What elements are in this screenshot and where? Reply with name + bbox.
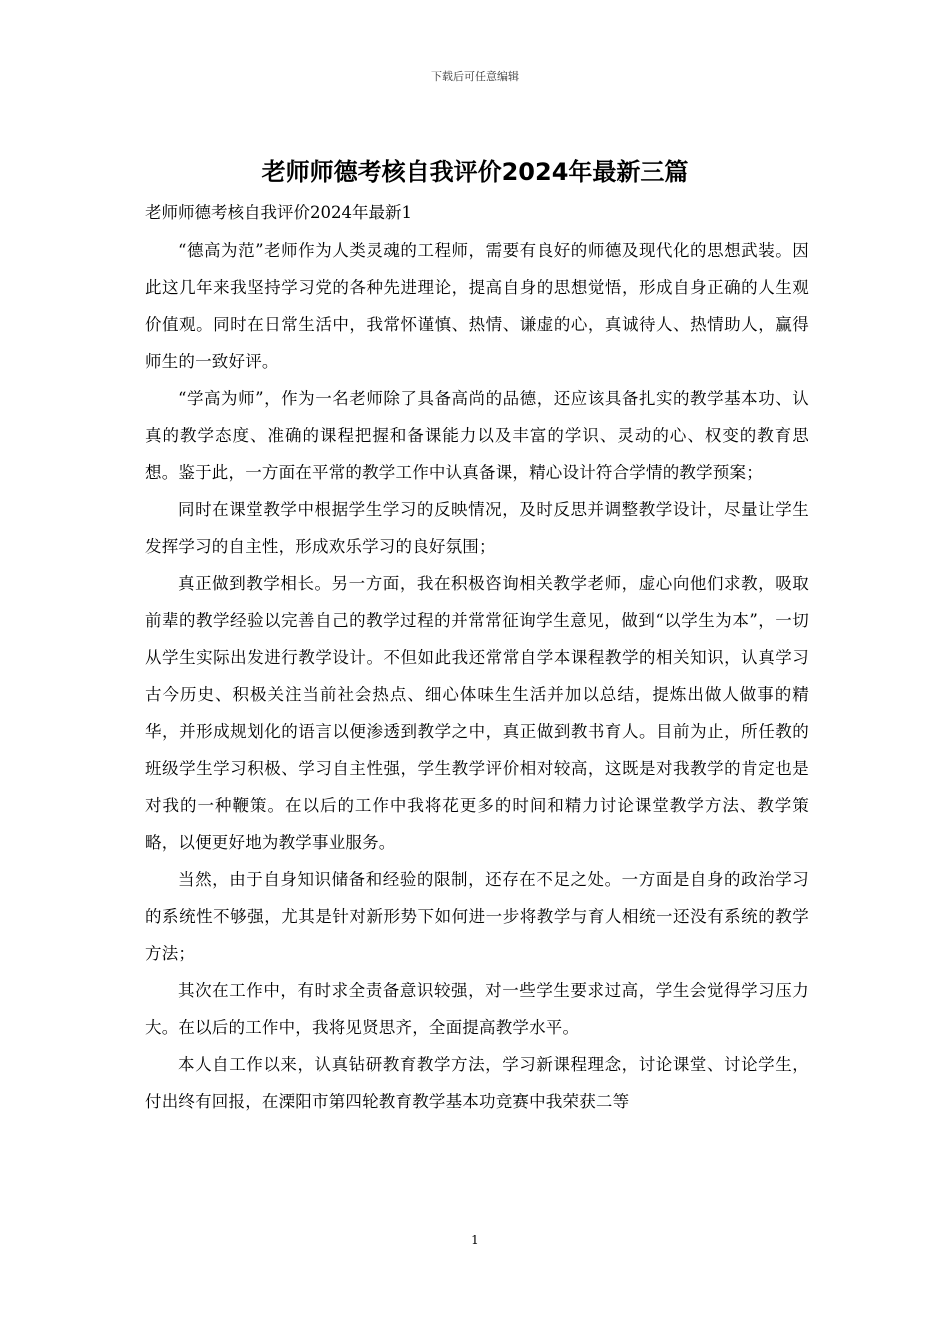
- paragraph-3: 同时在课堂教学中根据学生学习的反映情况，及时反思并调整教学设计，尽量让学生发挥学习的自主性，形成欢乐学习的良好氛围；: [145, 500, 809, 556]
- document-body: [145, 200, 809, 1120]
- paragraph-4: 真正做到教学相长。另一方面，我在积极咨询相关教学老师，虚心向他们求教，吸取前辈的教学经验以完善自己的教学过程的并常常征询学生意见，做到“以学生为本”，一切从学生实际出发进行教学设计。不但如此我还常常自学本课程教学的相关知识，认真学习古今历史、积极关注当前社会热点、细心体味生生活并加以总结，提炼出做人做事的精华，并形成规划化的语言以便渗透到教学之中，真正做到教书育人。目前为止，所任教的班级学生学习积极、学习自主性强，学生教学评价相对较高，这既是对我教学的肯定也是对我的一种鞭策。在以后的工作中我将花更多的时间和精力讨论课堂教学方法、教学策略，以便更好地为教学事业服务。: [145, 574, 809, 852]
- paragraph-2: “学高为师”，作为一名老师除了具备高尚的品德，还应该具备扎实的教学基本功、认真的教学态度、准确的课程把握和备课能力以及丰富的学识、灵动的心、权变的教育思想。鉴于此，一方面在平常的教学工作中认真备课，精心设计符合学情的教学预案；: [145, 389, 809, 482]
- page-number: 1: [471, 1233, 479, 1247]
- paragraph-1: “德高为范”老师作为人类灵魂的工程师，需要有良好的师德及现代化的思想武装。因此这几年来我坚持学习党的各种先进理论，提高自身的思想觉悟，形成自身正确的人生观价值观。同时在日常生活中，我常怀谨慎、热情、谦虚的心，真诚待人、热情助人，赢得师生的一致好评。: [145, 241, 809, 371]
- paragraph-6: 其次在工作中，有时求全责备意识较强，对一些学生要求过高，学生会觉得学习压力大。在以后的工作中，我将见贤思齐，全面提高教学水平。: [145, 981, 809, 1037]
- document-title: 老师师德考核自我评价2024年最新三篇: [261, 158, 689, 186]
- paragraph-5: 当然，由于自身知识储备和经验的限制，还存在不足之处。一方面是自身的政治学习的系统性不够强，尤其是针对新形势下如何进一步将教学与育人相统一还没有系统的教学方法；: [145, 870, 809, 963]
- paragraph-7: 本人自工作以来，认真钻研教育教学方法，学习新课程理念，讨论课堂、讨论学生，付出终有回报，在溧阳市第四轮教育教学基本功竞赛中我荣获二等: [145, 1055, 809, 1111]
- page-header: 下载后可任意编辑: [431, 70, 519, 83]
- section-subtitle: 老师师德考核自我评价2024年最新1: [145, 203, 412, 222]
